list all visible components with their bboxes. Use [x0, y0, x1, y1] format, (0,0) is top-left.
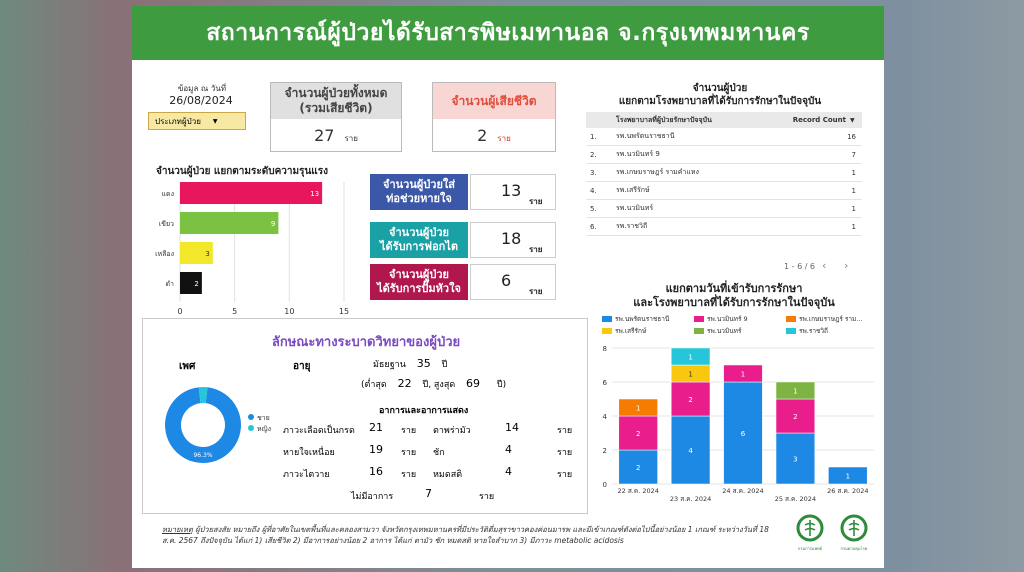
no-symptom-row: [351, 489, 551, 503]
deaths-header: จำนวนผู้เสียชีวิต: [433, 83, 555, 119]
table-row[interactable]: [586, 164, 862, 182]
legend-item[interactable]: [694, 314, 748, 324]
legend-swatch: [694, 316, 704, 322]
severity-bar: [180, 182, 322, 204]
hospital-table: [586, 112, 862, 236]
hospital-name: รพ.เสรีรักษ์: [616, 186, 650, 194]
hospital-name: รพ.นพรัตนราชธานี: [616, 132, 675, 140]
no-symptom-label: ไม่มีอาการ: [351, 492, 394, 502]
legend-item[interactable]: [786, 314, 863, 324]
hospital-name: รพ.ราชวิถี: [616, 222, 648, 230]
donut-legend-label: ชาย: [257, 414, 270, 422]
table-row[interactable]: [586, 218, 862, 236]
stacked-x-tick-label: 26 ส.ค. 2024: [827, 487, 869, 495]
stacked-value-label: 1: [740, 370, 746, 379]
severity-category-label: ดำ: [165, 280, 174, 288]
record-count: 1: [851, 222, 856, 231]
symptom-count: 4: [505, 465, 512, 478]
hospital-name: รพ.เกษมราษฎร์ รามคำแหง: [616, 168, 699, 176]
severity-chart-title: จำนวนผู้ป่วย แยกตามระดับความรุนแรง: [156, 166, 328, 177]
deaths-value: 2: [477, 126, 488, 145]
epidemiology-title: ลักษณะทางระบาดวิทยาของผู้ป่วย: [271, 335, 461, 350]
ddc-logo: [836, 514, 872, 551]
record-count: 1: [851, 186, 856, 195]
symptom-row: [433, 423, 583, 437]
severity-category-label: เหลือง: [155, 250, 174, 258]
severity-value-label: 3: [205, 250, 210, 258]
age-range: [361, 377, 506, 391]
table-row[interactable]: [586, 200, 862, 218]
max-value: 69: [466, 377, 481, 390]
filter-label: ประเภทผู้ป่วย: [155, 116, 201, 126]
symptom-name: ภาวะไตวาย: [283, 470, 330, 480]
total-patients-card: [270, 82, 402, 152]
median-value: 35: [416, 357, 431, 370]
stat-card-value: 18: [501, 229, 522, 248]
footnote: [162, 524, 772, 546]
record-count: 16: [847, 132, 856, 141]
hospital-name: รพ.นวมินทร์ 9: [616, 150, 660, 158]
table-row[interactable]: [586, 182, 862, 200]
symptom-count: 16: [369, 465, 383, 478]
stacked-value-label: 2: [635, 464, 641, 472]
donut-percent-label: 96.3%: [193, 452, 213, 459]
footnote-text: ผู้ป่วยสงสัย หมายถึง ผู้ที่อาศัยในเขตพื้นที่และคลองสามวา จังหวัดกรุงเทพมหานครที่มีประวัติดื่มสุราขาวคองค่อนมารพ และมีเข้าเกณฑ์ดังต่อไปนี้อย่างน้อย 1 เกณฑ์ ระหว่างวันที่ 18 ส.ค. 2567 ถึงปัจจุบัน ได้แก่ 1) เสียชีวิต 2) มีอาการอย่างน้อย 2 อาการ ได้แก่ ตามัว ชัก หมดสติ หายใจลำบาก 3) มีภาวะ metabolic acidosis: [162, 525, 769, 545]
severity-value-label: 2: [194, 280, 199, 288]
total-patients-unit: ราย: [344, 134, 358, 143]
stacked-value-label: 1: [845, 472, 851, 481]
sort-desc-icon[interactable]: ▼: [850, 116, 855, 124]
row-index: 2.: [590, 150, 597, 159]
legend-label: รพ.นวมินทร์: [707, 327, 742, 335]
deaths-unit: ราย: [497, 134, 511, 143]
severity-value-label: 13: [310, 190, 320, 198]
donut-legend-swatch: [248, 414, 254, 420]
stacked-x-tick-label: 25 ส.ค. 2024: [774, 495, 817, 503]
stacked-value-label: 4: [688, 447, 693, 455]
row-index: 5.: [590, 204, 597, 213]
record-count: 1: [851, 204, 856, 213]
stacked-y-tick-label: 2: [602, 447, 607, 455]
stacked-value-label: 1: [635, 404, 641, 413]
stat-card-value-box: [470, 222, 556, 258]
dms-logo: [792, 514, 828, 551]
symptom-row: [283, 445, 433, 459]
legend-label: รพ.ราชวิถี: [799, 327, 828, 335]
symptom-count: 19: [369, 443, 383, 456]
symptom-row: [283, 467, 433, 481]
symptom-count: 14: [505, 421, 519, 434]
symptom-unit: ราย: [557, 426, 573, 436]
legend-item[interactable]: [786, 326, 828, 336]
row-index: 4.: [590, 186, 597, 195]
stat-card-value-box: [470, 174, 556, 210]
legend-label: รพ.เกษมราษฎร์ ราม...: [799, 315, 863, 323]
severity-category-label: แดง: [161, 190, 174, 198]
symptom-name: หมดสติ: [433, 470, 463, 480]
stacked-x-tick-label: 23 ส.ค. 2024: [669, 495, 712, 503]
min-label: (ต่ำสุด: [361, 380, 387, 390]
symptom-unit: ราย: [557, 470, 573, 480]
legend-item[interactable]: [602, 314, 669, 324]
sex-label: เพศ: [179, 361, 196, 372]
max-label: ปี, สูงสุด: [422, 380, 456, 390]
symptom-name: ตาพร่ามัว: [433, 426, 471, 436]
stat-card-label: จำนวนผู้ป่วย ได้รับการปั๊มหัวใจ: [370, 264, 468, 300]
symptom-unit: ราย: [401, 470, 417, 480]
symptom-row: [283, 423, 433, 437]
page-title: สถานการณ์ผู้ป่วยได้รับสารพิษเมทานอล จ.กรุงเทพมหานคร: [132, 6, 884, 60]
stat-card-value: 13: [501, 181, 522, 200]
stat-card-unit: ราย: [529, 287, 543, 296]
symptoms-title: อาการและอาการแสดง: [379, 406, 469, 416]
dashboard: [132, 6, 884, 568]
stacked-y-tick-label: 8: [602, 345, 607, 353]
severity-tick-label: 10: [284, 307, 295, 316]
stacked-value-label: 2: [635, 430, 641, 438]
symptom-count: 21: [369, 421, 383, 434]
table-row[interactable]: [586, 146, 862, 164]
stacked-y-tick-label: 4: [602, 413, 607, 421]
date-label: ข้อมูล ณ วันที่: [177, 84, 227, 93]
chevron-right-icon[interactable]: ›: [844, 259, 849, 272]
severity-category-label: เขียว: [158, 220, 174, 228]
symptom-row: [433, 467, 583, 481]
stat-card-value: 6: [501, 271, 512, 290]
sex-donut-chart: [153, 375, 283, 475]
no-symptom-unit: ราย: [479, 492, 495, 502]
severity-tick-label: 0: [177, 307, 183, 316]
patient-type-filter[interactable]: [148, 112, 246, 130]
legend-swatch: [786, 328, 796, 334]
symptom-unit: ราย: [401, 448, 417, 458]
stacked-value-label: 1: [688, 370, 693, 379]
severity-tick-label: 5: [232, 307, 238, 316]
symptom-name: ภาวะเลือดเป็นกรด: [283, 426, 355, 436]
stat-card-label: จำนวนผู้ป่วยใส่ ท่อช่วยหายใจ: [370, 174, 468, 210]
epidemiology-panel: [142, 318, 588, 514]
legend-label: รพ.นวมินทร์ 9: [707, 315, 748, 323]
symptom-unit: ราย: [401, 426, 417, 436]
stat-card-unit: ราย: [529, 245, 543, 254]
stacked-x-tick-label: 22 ส.ค. 2024: [617, 487, 659, 495]
symptom-name: ชัก: [433, 448, 445, 458]
symptom-name: หายใจเหนื่อย: [283, 448, 335, 458]
age-median: [373, 357, 447, 371]
donut-legend-label: หญิง: [257, 425, 271, 433]
stacked-value-label: 2: [688, 396, 693, 404]
min-value: 22: [397, 377, 412, 390]
deaths-card: [432, 82, 556, 152]
dms-logo-text: กรมการแพทย์: [797, 546, 823, 551]
stacked-chart-title: แยกตามวันที่เข้ารับการรักษา และโรงพยาบาลที่ได้รับการรักษาในปัจจุบัน: [633, 282, 835, 309]
row-index: 1.: [590, 132, 597, 141]
hospital-table-title: จำนวนผู้ป่วย แยกตามโรงพยาบาลที่ได้รับการรักษาในปัจจุบัน: [618, 83, 822, 107]
stat-card-unit: ราย: [529, 197, 543, 206]
chevron-left-icon[interactable]: ‹: [822, 259, 827, 272]
record-count: 7: [851, 150, 856, 159]
row-index: 3.: [590, 168, 597, 177]
legend-swatch: [786, 316, 796, 322]
stat-card-label: จำนวนผู้ป่วย ได้รับการฟอกไต: [370, 222, 468, 258]
age-label: อายุ: [293, 361, 311, 372]
record-count: 1: [851, 168, 856, 177]
dms-logo-mark: [796, 514, 824, 542]
record-count-header[interactable]: Record Count: [792, 116, 846, 124]
no-symptom-value: 7: [425, 487, 432, 500]
row-index: 6.: [590, 222, 597, 231]
ddc-logo-text: กรมควบคุมโรค: [840, 546, 868, 551]
stacked-value-label: 3: [793, 455, 798, 464]
table-pager: 1 - 6 / 6: [784, 262, 816, 271]
legend-item[interactable]: [694, 326, 741, 336]
legend-label: รพ.นพรัตนราชธานี: [615, 315, 670, 323]
donut-legend-swatch: [248, 425, 254, 431]
stacked-value-label: 6: [740, 430, 746, 438]
stacked-x-tick-label: 24 ส.ค. 2024: [722, 487, 764, 495]
median-label: มัธยฐาน: [373, 360, 406, 370]
legend-label: รพ.เสรีรักษ์: [615, 327, 647, 335]
hospital-col-header: โรงพยาบาลที่ผู้ป่วยรักษาปัจจุบัน: [616, 115, 712, 124]
footnote-lead: หมายเหตุ: [162, 525, 193, 534]
severity-value-label: 9: [270, 220, 276, 228]
ddc-logo-mark: [840, 514, 868, 542]
severity-chart: [150, 178, 350, 318]
legend-swatch: [602, 328, 612, 334]
legend-swatch: [694, 328, 704, 334]
hospital-name: รพ.นวมินทร์: [616, 204, 654, 212]
total-patients-value: 27: [314, 126, 335, 145]
table-row[interactable]: [586, 128, 862, 146]
severity-bar: [180, 212, 278, 234]
symptom-row: [433, 445, 583, 459]
stacked-y-tick-label: 6: [602, 379, 607, 387]
legend-item[interactable]: [602, 326, 646, 336]
total-patients-header: จำนวนผู้ป่วยทั้งหมด (รวมเสียชีวิต): [271, 83, 401, 119]
stacked-value-label: 1: [688, 353, 693, 362]
severity-tick-label: 15: [338, 307, 350, 316]
max-unit: ปี): [496, 380, 507, 390]
date-value: 26/08/2024: [169, 94, 233, 107]
stacked-y-tick-label: 0: [602, 481, 607, 489]
symptom-unit: ราย: [557, 448, 573, 458]
stacked-bar-chart: [594, 338, 880, 503]
stacked-value-label: 2: [793, 413, 798, 421]
chevron-down-icon: ▼: [212, 117, 218, 125]
symptom-count: 4: [505, 443, 512, 456]
stacked-value-label: 1: [793, 387, 798, 396]
legend-swatch: [602, 316, 612, 322]
stat-card-value-box: [470, 264, 556, 300]
median-unit: ปี: [441, 360, 448, 370]
